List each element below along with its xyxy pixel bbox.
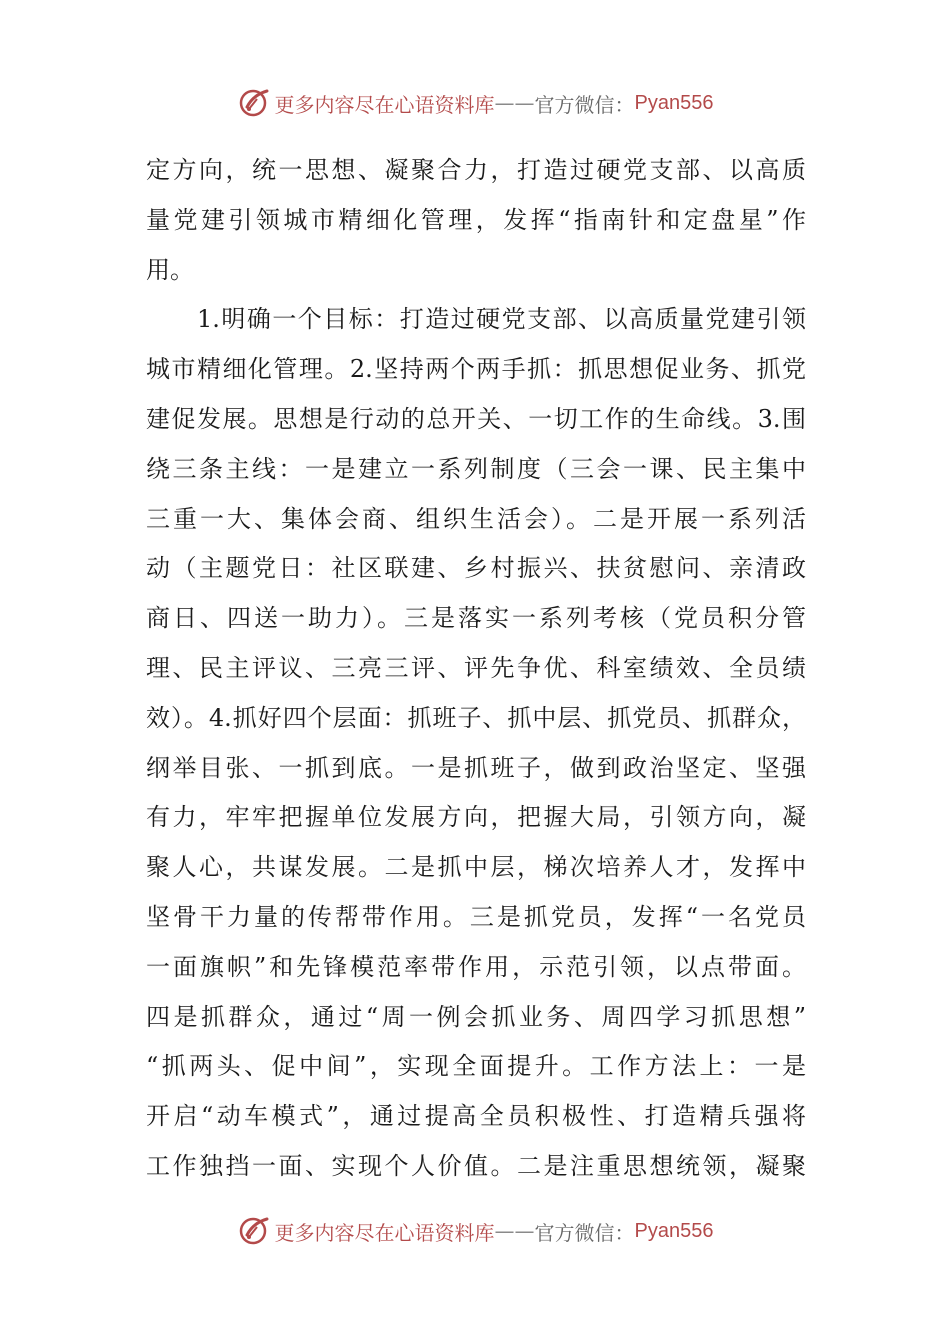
text-line: 动（主题党日：社区联建、乡村振兴、扶贫慰问、亲清政 — [146, 554, 806, 583]
text-line: 商日、四送一助力）。三是落实一系列考核（党员积分管 — [146, 604, 806, 633]
text-line: “抓两头、促中间”，实现全面提升。工作方法上：一是 — [146, 1052, 806, 1081]
banner-dash: —— — [494, 91, 535, 115]
text-line: 开启“动车模式”，通过提高全员积极性、打造精兵强将 — [146, 1102, 806, 1131]
text-line: 聚人心，共谋发展。二是抓中层，梯次培养人才，发挥中 — [146, 853, 806, 882]
pen-logo-icon — [237, 85, 273, 121]
text-line: 定方向，统一思想、凝聚合力，打造过硬党支部、以高质 — [146, 156, 806, 184]
banner-slogan: 更多内容尽在心语资料库 — [274, 92, 495, 117]
paragraph — [146, 146, 806, 295]
banner-wechat-id: Pyan556 — [634, 91, 714, 114]
text-line: 1.明确一个目标：打造过硬党支部、以高质量党建引领 — [146, 305, 806, 334]
text-line: 效）。4.抓好四个层面：抓班子、抓中层、抓党员、抓群众， — [146, 703, 806, 732]
text-line: 一面旗帜”和先锋模范率带作用，示范引领，以点带面。 — [146, 952, 806, 981]
text-line: 工作独挡一面、实现个人价值。二是注重思想统领，凝聚 — [146, 1151, 806, 1180]
text-line: 绕三条主线：一是建立一系列制度（三会一课、民主集中 — [146, 454, 806, 483]
text-line: 三重一大、集体会商、组织生活会）。二是开展一系列活 — [146, 504, 806, 533]
text-line: 理、民主评议、三亮三评、评先争优、科室绩效、全员绩 — [146, 653, 806, 682]
pen-logo-icon — [237, 1213, 273, 1249]
text-line: 坚骨干力量的传帮带作用。三是抓党员，发挥“一名党员 — [146, 902, 806, 931]
banner-dash: —— — [494, 1219, 535, 1243]
banner-wechat-id: Pyan556 — [634, 1219, 714, 1242]
text-line: 纲举目张、一抓到底。一是抓班子，做到政治坚定、坚强 — [146, 753, 806, 782]
banner-slogan: 更多内容尽在心语资料库 — [274, 1220, 495, 1245]
banner-official-label: 官方微信： — [534, 1220, 635, 1245]
banner-official-label: 官方微信： — [534, 92, 635, 117]
text-line: 四是抓群众，通过“周一例会抓业务、周四学习抓思想” — [146, 1002, 806, 1031]
text-line: 建促发展。思想是行动的总开关、一切工作的生命线。3.围 — [146, 404, 806, 433]
text-line: 有力，牢牢把握单位发展方向，把握大局，引领方向，凝 — [146, 803, 806, 832]
watermark-banner-top — [0, 83, 950, 123]
text-line: 用。 — [146, 255, 194, 284]
text-line: 量党建引领城市精细化管理，发挥“指南针和定盘星”作 — [146, 205, 806, 234]
text-line: 城市精细化管理。2.坚持两个两手抓：抓思想促业务、抓党 — [146, 355, 806, 384]
paragraph — [146, 295, 806, 1191]
document-body — [146, 146, 806, 1192]
watermark-banner-bottom — [0, 1211, 950, 1251]
